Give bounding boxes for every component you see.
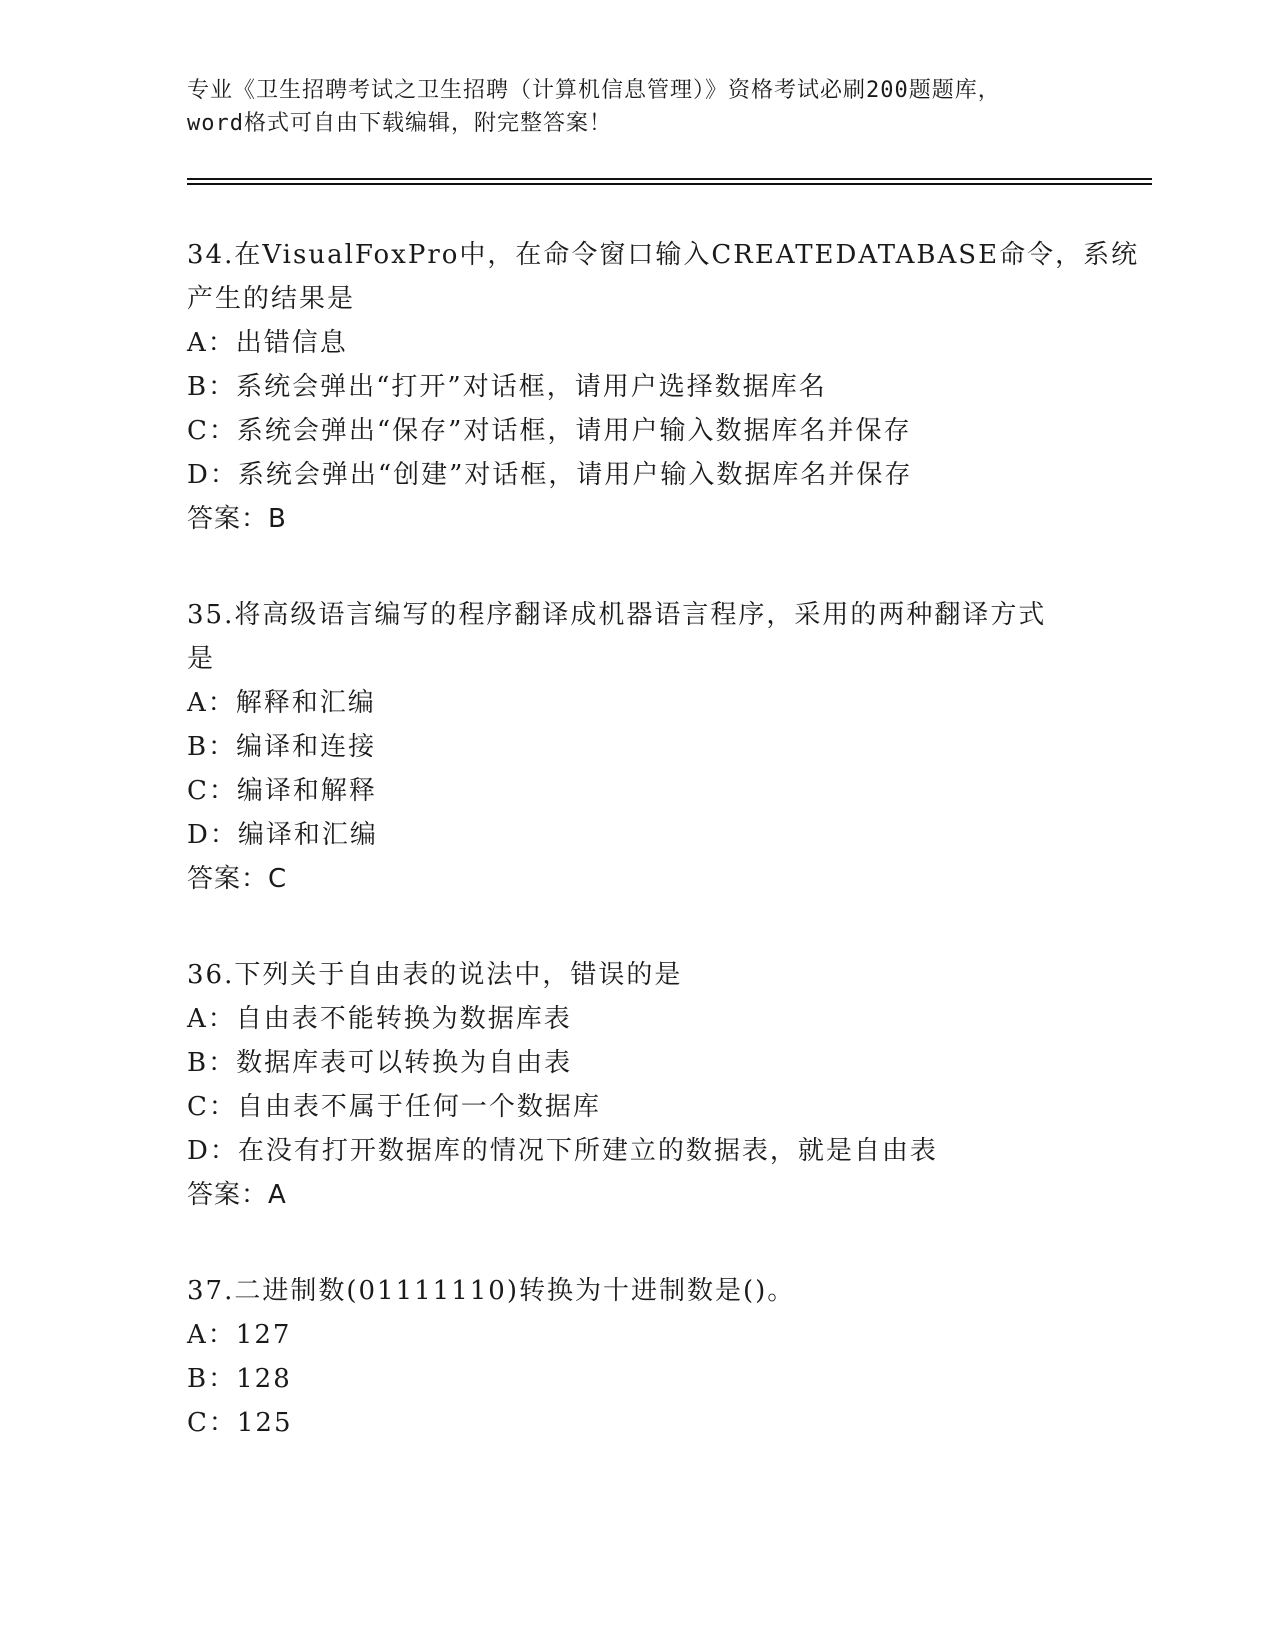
- question-36-option-a: A：自由表不能转换为数据库表: [187, 1004, 572, 1034]
- question-37-option-a: A：127: [187, 1320, 292, 1350]
- question-34-stem-line-2: 产生的结果是: [187, 284, 356, 314]
- header-divider-top: [187, 178, 1152, 180]
- question-34-option-c: C：系统会弹出“保存”对话框，请用户输入数据库名并保存: [187, 416, 912, 446]
- question-37-option-b: B：128: [187, 1364, 292, 1394]
- header-line-1: 专业《卫生招聘考试之卫生招聘（计算机信息管理）》资格考试必刷200题题库，: [187, 78, 1001, 103]
- question-37-stem-line-1: 37.二进制数(01111110)转换为十进制数是()。: [187, 1276, 796, 1306]
- question-36-option-c: C：自由表不属于任何一个数据库: [187, 1092, 601, 1122]
- question-34-option-a: A：出错信息: [187, 328, 348, 358]
- question-36-option-b: B：数据库表可以转换为自由表: [187, 1048, 573, 1078]
- question-34-answer: 答案：B: [187, 504, 287, 534]
- document-header: [187, 74, 1087, 140]
- question-36-option-d: D：在没有打开数据库的情况下所建立的数据表，就是自由表: [187, 1136, 938, 1166]
- question-34-option-d: D：系统会弹出“创建”对话框，请用户输入数据库名并保存: [187, 460, 913, 490]
- question-35-stem-line-1: 35.将高级语言编写的程序翻译成机器语言程序，采用的两种翻译方式: [187, 600, 1047, 630]
- question-35-option-b: B：编译和连接: [187, 732, 377, 762]
- question-35-stem-line-2: 是: [187, 644, 216, 674]
- question-34-option-b: B：系统会弹出“打开”对话框，请用户选择数据库名: [187, 372, 827, 402]
- header-line-2: word格式可自由下载编辑，附完整答案！: [187, 111, 612, 136]
- question-35-option-a: A：解释和汇编: [187, 688, 376, 718]
- header-divider-bottom: [187, 183, 1152, 185]
- question-35-answer: 答案：C: [187, 864, 288, 894]
- question-34-stem-line-1: 34.在VisualFoxPro中，在命令窗口输入CREATEDATABASE命令，系统: [187, 240, 1140, 270]
- question-37-option-c: C：125: [187, 1408, 293, 1438]
- question-35-option-d: D：编译和汇编: [187, 820, 378, 850]
- question-36-stem-line-1: 36.下列关于自由表的说法中，错误的是: [187, 960, 683, 990]
- question-35-option-c: C：编译和解释: [187, 776, 377, 806]
- question-36-answer: 答案：A: [187, 1180, 287, 1210]
